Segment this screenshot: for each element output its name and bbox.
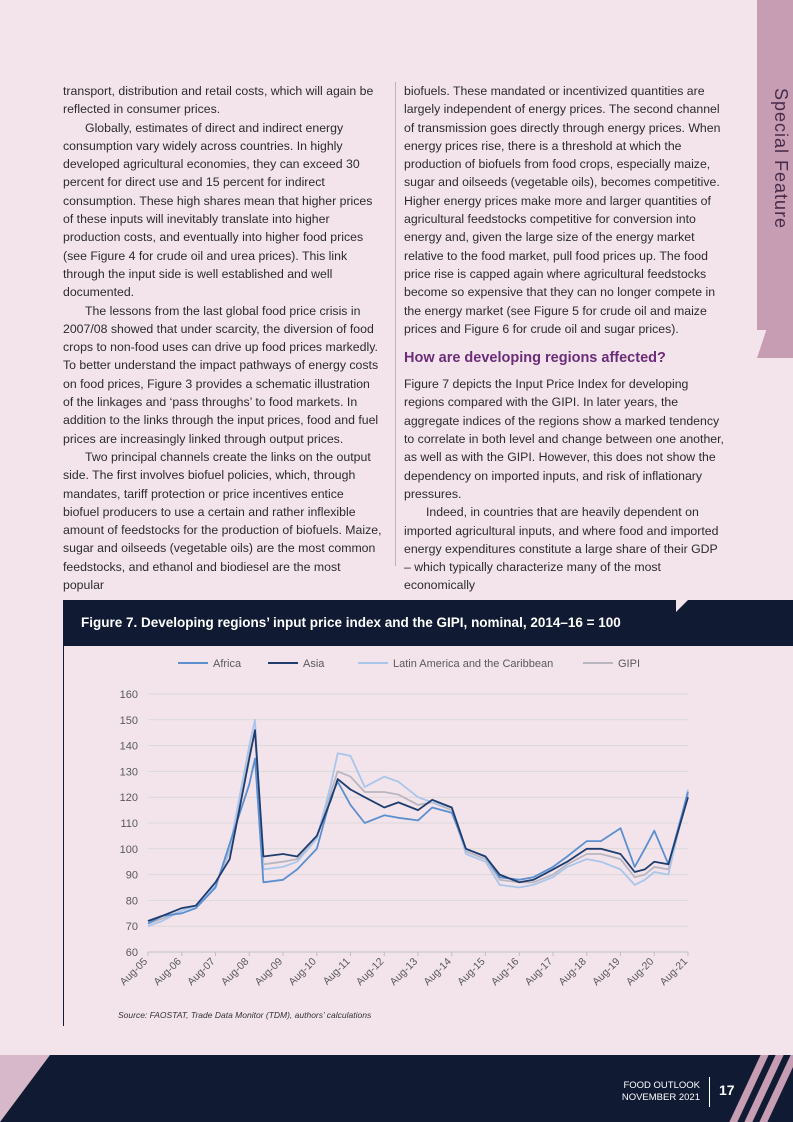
x-tick-label: Aug-16 [488, 955, 522, 989]
legend-label: Latin America and the Caribbean [393, 658, 554, 670]
page-footer [0, 1055, 793, 1122]
chart-grid [148, 694, 688, 952]
x-tick-label: Aug-08 [218, 955, 252, 989]
y-tick-label: 160 [119, 689, 138, 701]
figure-header-notch [676, 600, 688, 612]
column-divider [395, 82, 396, 566]
series-line-gipi [148, 733, 688, 924]
y-tick-label: 90 [125, 869, 138, 882]
legend-label: GIPI [618, 658, 641, 670]
x-tick-label: Aug-13 [387, 955, 421, 989]
y-tick-label: 130 [119, 766, 138, 779]
chart-legend [178, 658, 640, 670]
x-tick-label: Aug-07 [185, 955, 218, 989]
y-tick-label: 80 [125, 895, 138, 908]
publication-title: FOOD OUTLOOK [623, 1080, 700, 1091]
x-tick-label: Aug-10 [286, 955, 319, 989]
legend-label: Asia [303, 658, 325, 670]
paragraph: biofuels. These mandated or incentivized quantities are largely independent of energy prices. The second channel of transmission goes directly through energy prices. When energy prices rise, there is a threshold at which the production of biofuels from food crops, especially maize, sugar and oilseeds (vegetable oils), becomes competitive. Higher energy prices make more and larger quantities of agricultural feedstocks competitive for conversion into energy and, given the large size of the energy market relative to the food market, pull food prices up. The food price rise is capped again where agricultural feedstocks become so expensive that they can no longer compete in the energy market (see Figure 5 for crude oil and maize prices and Figure 6 for crude oil and sugar prices). [404, 84, 721, 336]
x-tick-label: Aug-20 [623, 955, 657, 989]
y-tick-label: 150 [119, 714, 138, 727]
series-line-asia [148, 730, 688, 921]
paragraph: Indeed, in countries that are heavily dependent on imported agricultural inputs, and where food and imported energy expenditures constitute a large share of their GDP – which typically characterize many of the most economically [404, 505, 719, 593]
x-tick-label: Aug-14 [421, 955, 454, 989]
section-side-label: Special Feature [771, 88, 791, 230]
x-tick-label: Aug-17 [522, 955, 556, 989]
paragraph: Globally, estimates of direct and indirect energy consumption vary widely across countries. In highly developed agricultural economies, they can exceed 30 percent for direct use and 15 percent for indirect consumption. These high shares mean that higher prices of these inputs will inevitably translate into higher production costs, and eventually into higher food prices (see Figure 4 for crude oil and urea prices). This link through the input side is well established and well documented. [63, 120, 373, 300]
page-number: 17 [719, 1082, 735, 1098]
paragraph: Two principal channels create the links on the output side. The first involves biofuel policies, which, through mandates, tariff protection or price incentives entice biofuel producers to use a certain and rather inflexible amount of feedstocks for the production of biofuels. Maize, sugar and oilseeds (vegetable oils) are the most common feedstocks, and ethanol and biodiesel are the most popular [63, 449, 382, 593]
y-tick-label: 60 [125, 947, 138, 959]
y-tick-label: 70 [125, 921, 138, 934]
x-tick-label: Aug-11 [320, 955, 353, 988]
publication-name [600, 1080, 700, 1104]
footer-decoration [0, 1055, 50, 1122]
figure-source: Source: FAOSTAT, Trade Data Monitor (TDM), authors’ calculations [118, 1010, 372, 1020]
figure-title: Figure 7. Developing regions’ input price index and the GIPI, nominal, 2014–16 = 100 [81, 615, 621, 630]
publication-date: NOVEMBER 2021 [621, 1092, 700, 1103]
x-tick-label: Aug-12 [353, 955, 387, 989]
x-tick-label: Aug-18 [556, 955, 589, 989]
paragraph: The lessons from the last global food price crisis in 2007/08 showed that under scarcity, the diversion of food crops to non-food uses can drive up food prices markedly. To better understand the impact pathways of energy costs on food prices, Figure 3 provides a schematic illustration of the linkages and ‘pass throughs’ to food markets. In addition to the links through the input prices, food and fuel prices are increasingly linked through output prices. [63, 303, 379, 446]
x-tick-label: Aug-15 [455, 955, 488, 989]
x-tick-label: Aug-21 [657, 955, 691, 989]
y-tick-label: 120 [119, 792, 138, 805]
x-tick-label: Aug-06 [151, 955, 184, 989]
left-column [63, 82, 383, 594]
y-tick-label: 100 [119, 843, 138, 856]
paragraph: Figure 7 depicts the Input Price Index for developing regions compared with the GIPI. In later years, the aggregate indices of the regions show a marked tendency to correlate in both level and change between one another, as well as with the GIPI. However, this does not show the dependency on imported inputs, and risk of inflationary pressures. [404, 377, 724, 501]
series-line-africa [148, 759, 688, 924]
right-column [404, 82, 724, 595]
section-heading: How are developing regions affected? [404, 350, 666, 367]
paragraph: transport, distribution and retail costs, which will again be reflected in consumer prices. [63, 84, 374, 117]
legend-label: Africa [213, 658, 242, 670]
x-tick-label: Aug-05 [117, 955, 151, 989]
y-tick-label: 140 [119, 740, 138, 753]
line-chart [63, 646, 703, 1016]
x-tick-label: Aug-19 [590, 955, 623, 989]
x-tick-label: Aug-09 [252, 955, 286, 989]
y-tick-label: 110 [120, 818, 138, 830]
footer-divider [709, 1077, 710, 1107]
